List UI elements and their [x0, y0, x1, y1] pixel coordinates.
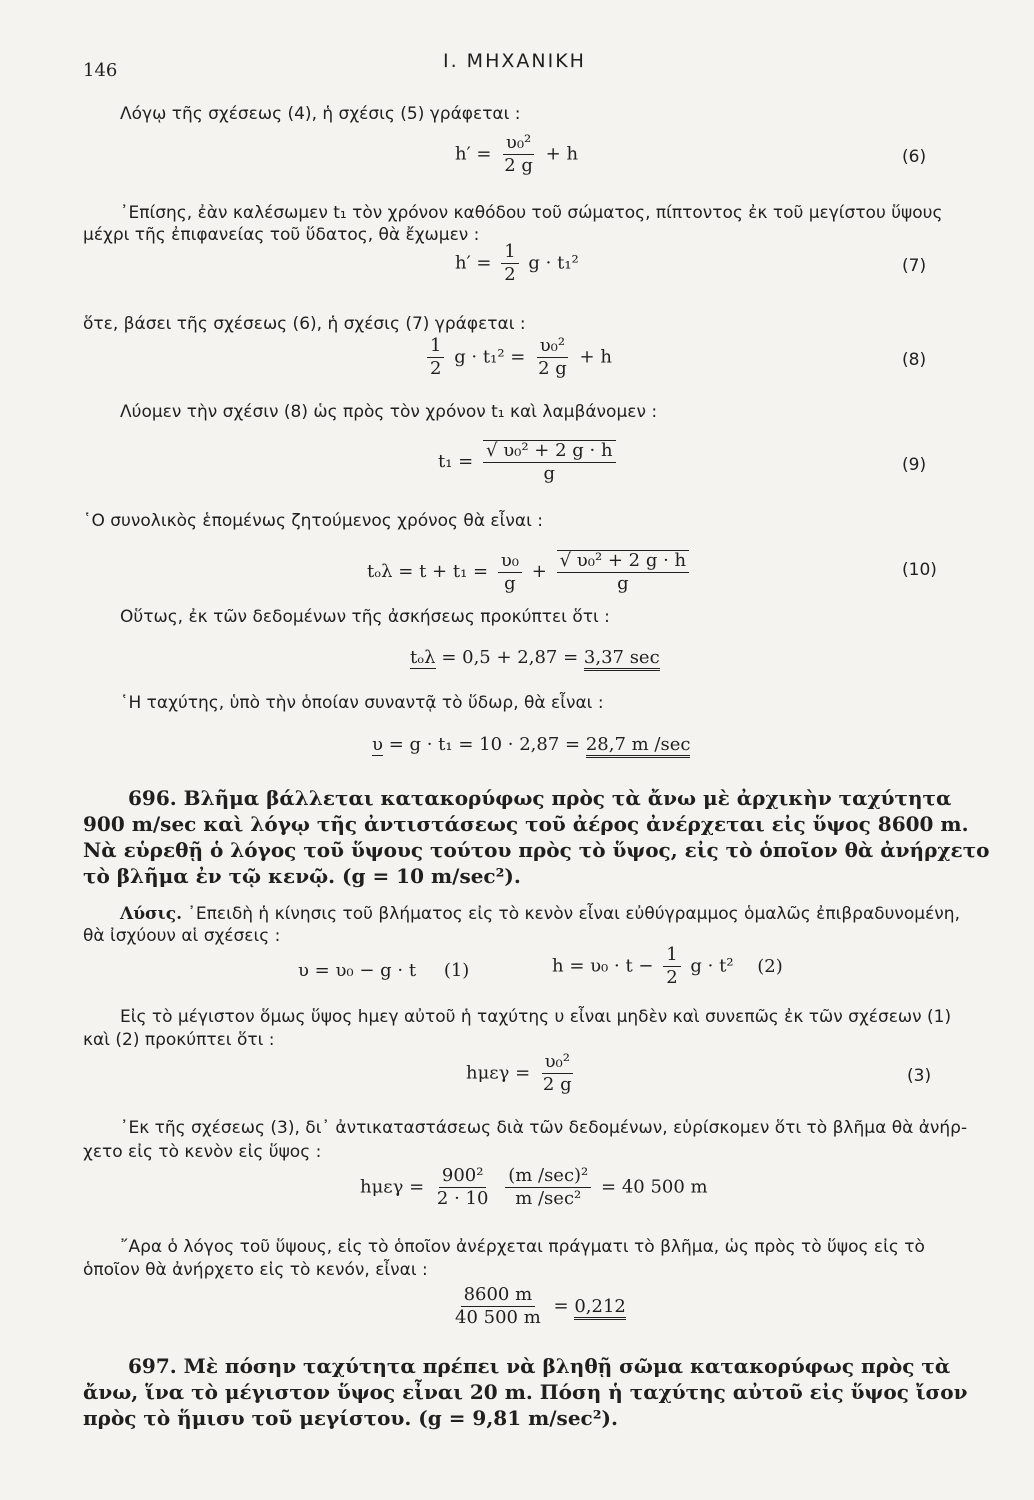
equation-10 [367, 550, 693, 594]
paragraph: ᾿Επίσης, ἐὰν καλέσωμεν t₁ τὸν χρόνον καθόδου τοῦ σώματος, πίπτοντος ἐκ τοῦ μεγίστου ὕψους [120, 203, 943, 223]
eq-numerator: √ υ₀² + 2 g · h [483, 440, 616, 463]
eq-lhs: t₁ = [438, 451, 474, 472]
problem-697-line: πρὸς τὸ ἥμισυ τοῦ μεγίστου. (g = 9,81 m/sec²). [83, 1406, 618, 1430]
paragraph: Λόγῳ τῆς σχέσεως (4), ἡ σχέσις (5) γράφεται : [120, 104, 521, 124]
eq-lhs: tₒλ = t + t₁ = [367, 561, 489, 582]
problem-696-line: Νὰ εὑρεθῇ ὁ λόγος τοῦ ὕψους τούτου πρὸς τὸ ὕψος, εἰς τὸ ὁποῖον θὰ ἀνήρχετο [83, 838, 990, 862]
eq-denominator: 2 g [504, 155, 533, 176]
eq-denominator: g [617, 573, 629, 594]
eq-numerator: υ₀² [503, 133, 534, 155]
eq-numerator: υ₀ [498, 551, 522, 573]
eq-lhs: h′ = [455, 252, 492, 274]
equation-ratio [448, 1285, 626, 1328]
eq-rhs: + h [545, 143, 579, 165]
paragraph: Οὕτως, ἐκ τῶν δεδομένων τῆς ἀσκήσεως προκύπτει ὅτι : [120, 607, 610, 627]
paragraph: ῾Η ταχύτης, ὑπὸ τὴν ὁποίαν συναντᾷ τὸ ὕδωρ, θὰ εἶναι : [120, 693, 604, 713]
eq-denominator: 2 g [538, 358, 567, 379]
eq-denominator: m /sec² [515, 1188, 582, 1209]
equation-label: (8) [902, 350, 927, 370]
equation-2 [552, 945, 783, 988]
solution-paragraph [120, 903, 960, 925]
eq-lhs: hμεγ = [466, 1062, 531, 1084]
eq-lhs: h′ = [455, 143, 492, 165]
eq-denominator: 40 500 m [455, 1307, 541, 1328]
problem-696-line: τὸ βλῆμα ἐν τῷ κενῷ. (g = 10 m/sec²). [83, 864, 521, 888]
result-value: 28,7 m /sec [586, 734, 691, 758]
result-expression: = g · t₁ = 10 · 2,87 = [388, 734, 581, 755]
eq-lhs: hμεγ = [360, 1176, 425, 1198]
eq-denominator: 2 g [542, 1074, 572, 1095]
paragraph: θὰ ἰσχύουν αἱ σχέσεις : [83, 926, 281, 946]
equation-label: (9) [902, 455, 927, 475]
equation-label: (3) [907, 1066, 932, 1086]
result-value: 3,37 sec [584, 647, 660, 671]
paragraph: ὁποῖον θὰ ἀνήρχετο εἰς τὸ κενόν, εἶναι : [83, 1260, 428, 1280]
eq-rhs: g · t₁² [528, 252, 579, 274]
equation-1 [298, 960, 469, 981]
solution-heading: Λύσις. [120, 904, 183, 924]
eq-numerator: 8600 m [461, 1285, 536, 1307]
paragraph: μέχρι τῆς ἐπιφανείας τοῦ ὕδατος, θὰ ἔχωμεν : [83, 225, 480, 245]
eq-denominator: g [543, 463, 556, 484]
paragraph: ὅτε, βάσει τῆς σχέσεως (6), ἡ σχέσις (7) γράφεται : [83, 314, 526, 334]
result-value: 0,212 [574, 1296, 626, 1320]
problem-697-line: 697. Μὲ πόσην ταχύτητα πρέπει νὰ βληθῇ σῶμα κατακορύφως πρὸς τὰ [128, 1354, 951, 1378]
eq-expression: υ = υ₀ − g · t [298, 960, 417, 981]
page-number: 146 [83, 60, 118, 81]
eq-numerator: (m /sec)² [505, 1166, 591, 1188]
result-total-time [410, 647, 660, 668]
equation-label: (10) [902, 560, 937, 580]
result-expression: = 0,5 + 2,87 = [441, 647, 579, 668]
eq-numerator: 1 [501, 242, 518, 264]
equation-9 [438, 440, 620, 484]
equation-4 [360, 1166, 708, 1209]
paragraph: καὶ (2) προκύπτει ὅτι : [83, 1030, 275, 1050]
eq-numerator: 900² [439, 1166, 487, 1188]
eq-numerator: √ υ₀² + 2 g · h [557, 550, 690, 573]
eq-denominator: 2 [430, 358, 442, 379]
eq-denominator: g [504, 572, 516, 594]
eq-numerator: 1 [663, 945, 680, 967]
eq-numerator: υ₀² [537, 336, 568, 358]
equation-label: (7) [902, 256, 927, 276]
paragraph: Εἰς τὸ μέγιστον ὅμως ὕψος hμεγ αὐτοῦ ἡ ταχύτης υ εἶναι μηδὲν καὶ συνεπῶς ἐκ τῶν σχέσεων (1) [120, 1007, 952, 1027]
equation-label: (1) [443, 960, 470, 981]
paragraph: χετο εἰς τὸ κενὸν εἰς ὕψος : [83, 1142, 322, 1162]
problem-696-line: 900 m/sec καὶ λόγῳ τῆς ἀντιστάσεως τοῦ ἀέρος ἀνέρχεται εἰς ὕψος 8600 m. [83, 812, 969, 836]
result-velocity [372, 734, 690, 755]
solution-text: ᾿Επειδὴ ἡ κίνησις τοῦ βλήματος εἰς τὸ κενὸν εἶναι εὐθύγραμμος ὁμαλῶς ἐπιβραδυνομένη, [187, 904, 960, 924]
paragraph: ῎Αρα ὁ λόγος τοῦ ὕψους, εἰς τὸ ὁποῖον ἀνέρχεται πράγματι τὸ βλῆμα, ὡς πρὸς τὸ ὕψος εἰς τὸ [120, 1237, 925, 1257]
paragraph: ᾿Εκ τῆς σχέσεως (3), δι᾿ ἀντικαταστάσεως διὰ τῶν δεδομένων, εὑρίσκομεν ὅτι τὸ βλῆμα θὰ ἀνήρ- [120, 1118, 968, 1138]
problem-696-line: 696. Βλῆμα βάλλεται κατακορύφως πρὸς τὰ ἄνω μὲ ἀρχικὴν ταχύτητα [128, 786, 952, 810]
eq-rhs: g · t² [690, 955, 734, 977]
equation-7 [455, 242, 579, 285]
eq-plus: + [531, 561, 547, 582]
eq-numerator: 1 [427, 336, 444, 358]
eq-denominator: 2 [666, 967, 678, 988]
eq-rhs: = 40 500 m [601, 1176, 708, 1198]
result-variable: υ [372, 734, 383, 755]
paragraph: Λύομεν τὴν σχέσιν (8) ὡς πρὸς τὸν χρόνον t₁ καὶ λαμβάνομεν : [120, 402, 658, 422]
eq-rhs: + h [579, 346, 612, 368]
equation-3 [466, 1052, 579, 1095]
equation-8 [423, 336, 612, 379]
eq-numerator: υ₀² [542, 1052, 573, 1074]
equation-label: (2) [757, 955, 783, 977]
eq-denominator: 2 [504, 264, 516, 285]
eq-lhs: h = υ₀ · t − [552, 955, 654, 977]
equation-6 [455, 133, 578, 176]
eq-equals: = [553, 1295, 569, 1317]
page-header-title: Ι. ΜΗΧΑΝΙΚΗ [443, 50, 586, 72]
result-variable: tₒλ [410, 647, 436, 668]
problem-697-line: ἄνω, ἵνα τὸ μέγιστον ὕψος εἶναι 20 m. Πόση ἡ ταχύτης αὐτοῦ εἰς ὕψος ἴσον [83, 1380, 968, 1404]
eq-denominator: 2 · 10 [436, 1188, 489, 1209]
paragraph: ῾Ο συνολικὸς ἑπομένως ζητούμενος χρόνος θὰ εἶναι : [83, 511, 543, 531]
equation-label: (6) [902, 147, 927, 167]
eq-middle: g · t₁² = [454, 346, 526, 368]
